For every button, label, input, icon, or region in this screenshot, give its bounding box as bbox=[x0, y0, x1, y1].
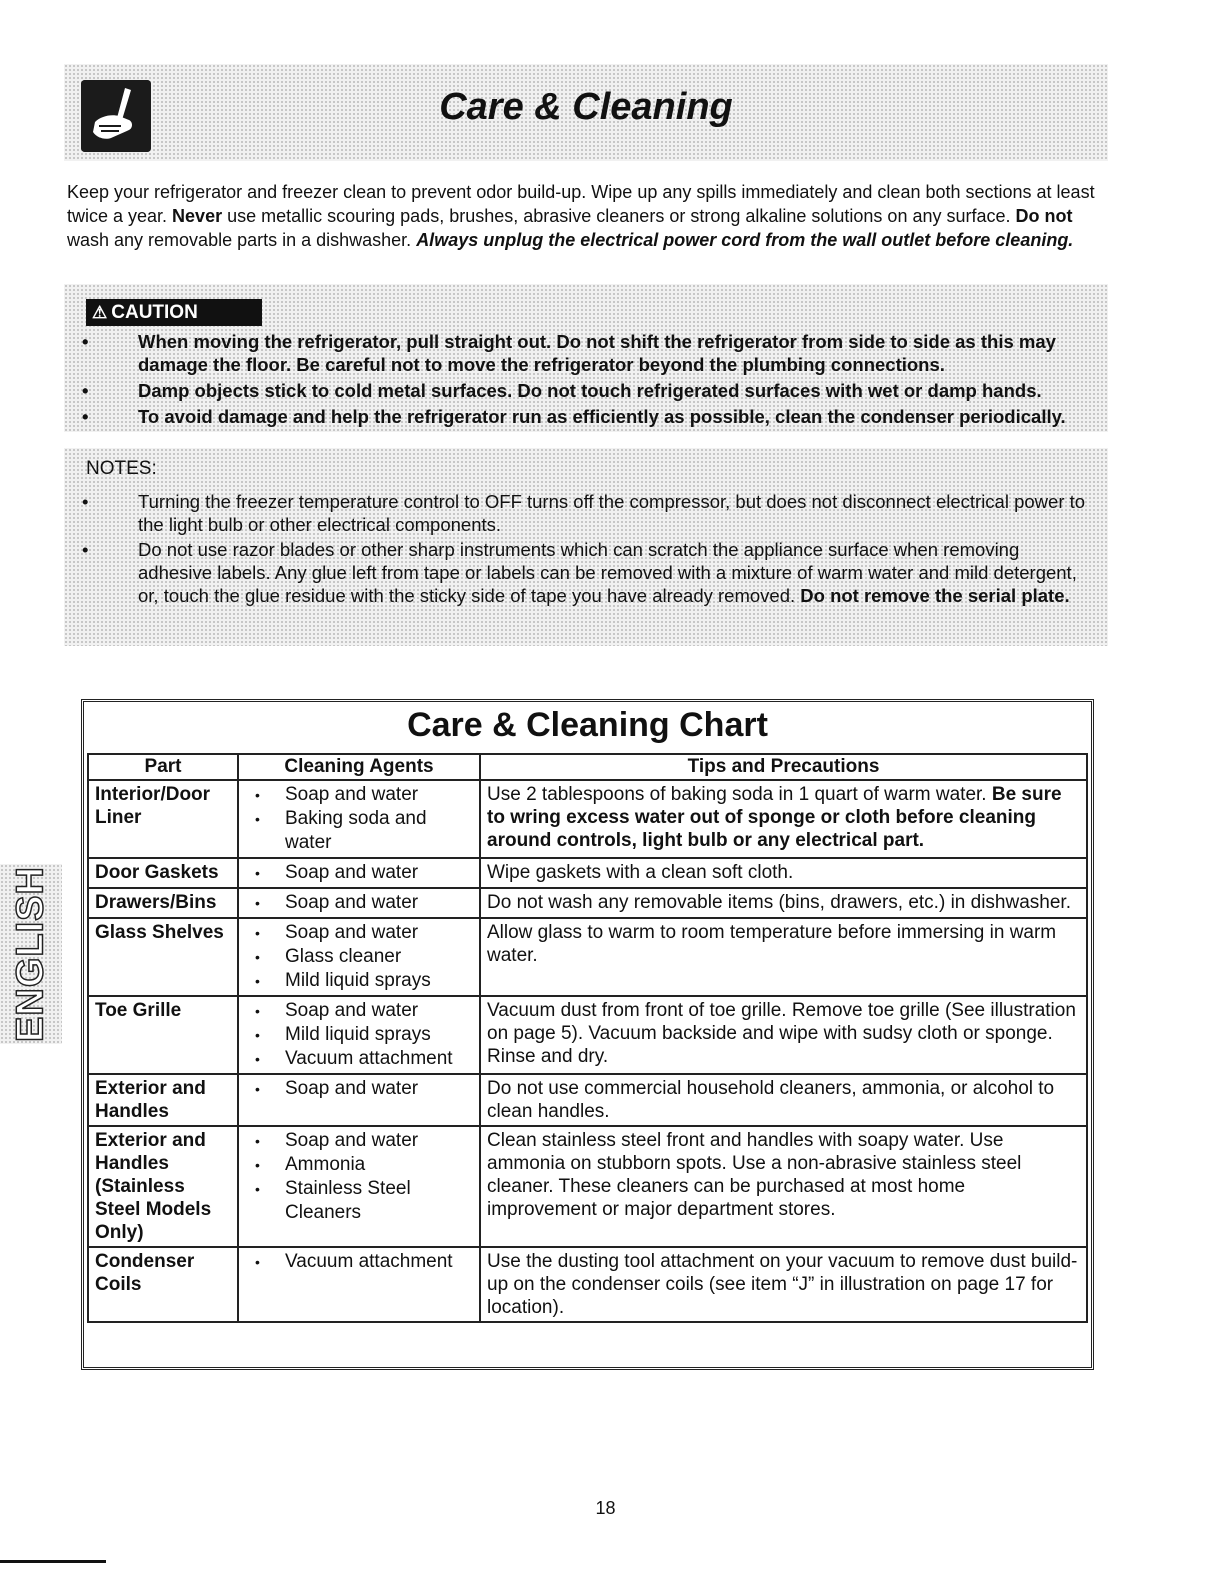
tips-cell: Do not wash any removable items (bins, drawers, etc.) in dishwasher. bbox=[480, 888, 1087, 918]
column-header-tips: Tips and Precautions bbox=[480, 754, 1087, 780]
agent-item: • Soap and water bbox=[245, 999, 473, 1023]
table-row bbox=[88, 996, 1087, 1074]
cleaning-chart-table bbox=[87, 753, 1088, 1323]
agent-item: • Soap and water bbox=[245, 1077, 473, 1101]
tips-cell: Do not use commercial household cleaners, ammonia, or alcohol to clean handles. bbox=[480, 1074, 1087, 1126]
agent-item: • Baking soda and water bbox=[245, 807, 473, 855]
caution-item: • When moving the refrigerator, pull straight out. Do not shift the refrigerator from side to side as this may damage the floor. Be careful not to move the refrigerator beyond the plumbing connections. bbox=[82, 331, 1056, 375]
language-side-tab bbox=[0, 864, 62, 1044]
page-number: 18 bbox=[595, 1498, 616, 1518]
caution-box bbox=[64, 284, 1108, 432]
caution-item: • Damp objects stick to cold metal surfaces. Do not touch refrigerated surfaces with wet or damp hands. bbox=[82, 380, 1042, 401]
table-row bbox=[88, 780, 1087, 858]
part-cell: Interior/Door Liner bbox=[88, 780, 238, 858]
agent-item: • Glass cleaner bbox=[245, 945, 473, 969]
section-header-banner bbox=[64, 64, 1108, 161]
caution-list bbox=[82, 330, 1096, 431]
caution-item: • To avoid damage and help the refrigerator run as efficiently as possible, clean the condenser periodically. bbox=[82, 406, 1066, 427]
note-item: • Do not use razor blades or other sharp instruments which can scratch the appliance surface when removing adhesive labels. Any glue left from tape or labels can be removed with a mixture of warm water and mild detergent, or, touch the glue residue with the sticky side of tape you have already removed. Do not remove the serial plate. bbox=[82, 539, 1077, 606]
column-header-agents: Cleaning Agents bbox=[238, 754, 480, 780]
table-row bbox=[88, 1074, 1087, 1126]
notes-heading: NOTES: bbox=[86, 458, 157, 479]
agents-cell bbox=[238, 1247, 480, 1322]
table-row bbox=[88, 1247, 1087, 1322]
tips-cell: Vacuum dust from front of toe grille. Remove toe grille (See illustration on page 5). Vacuum backside and wipe with sudsy cloth or sponge. Rinse and dry. bbox=[480, 996, 1087, 1074]
notes-list bbox=[82, 490, 1096, 609]
agent-item: • Soap and water bbox=[245, 861, 473, 885]
part-cell: Toe Grille bbox=[88, 996, 238, 1074]
agent-item: • Vacuum attachment bbox=[245, 1250, 473, 1274]
table-row bbox=[88, 1126, 1087, 1247]
footer-rule bbox=[0, 1560, 106, 1563]
agents-cell bbox=[238, 996, 480, 1074]
table-header-row bbox=[88, 754, 1087, 780]
page-title: Care & Cleaning bbox=[439, 86, 733, 128]
agents-cell bbox=[238, 780, 480, 858]
tips-cell: Use the dusting tool attachment on your vacuum to remove dust build-up on the condenser coils (see item “J” in illustration on page 17 for location). bbox=[480, 1247, 1087, 1322]
agent-item: • Soap and water bbox=[245, 921, 473, 945]
tips-cell: Use 2 tablespoons of baking soda in 1 quart of warm water. Be sure to wring excess water out of sponge or cloth before cleaning around controls, light bulb or any electrical part. bbox=[480, 780, 1087, 858]
part-cell: Exterior and Handles (Stainless Steel Models Only) bbox=[88, 1126, 238, 1247]
part-cell: Glass Shelves bbox=[88, 918, 238, 996]
tips-cell: Wipe gaskets with a clean soft cloth. bbox=[480, 858, 1087, 888]
agent-item: • Soap and water bbox=[245, 783, 473, 807]
notes-box bbox=[64, 448, 1108, 646]
agents-cell bbox=[238, 918, 480, 996]
part-cell: Exterior and Handles bbox=[88, 1074, 238, 1126]
agents-cell bbox=[238, 1074, 480, 1126]
agents-cell bbox=[238, 858, 480, 888]
table-row bbox=[88, 918, 1087, 996]
note-item: • Turning the freezer temperature control to OFF turns off the compressor, but does not disconnect electrical power to the light bulb or other electrical components. bbox=[82, 491, 1086, 535]
chart-title: Care & Cleaning Chart bbox=[407, 706, 768, 744]
agent-item: • Stainless Steel Cleaners bbox=[245, 1177, 473, 1225]
warning-icon: ⚠ bbox=[92, 303, 108, 322]
agent-item: • Mild liquid sprays bbox=[245, 969, 473, 993]
table-row bbox=[88, 858, 1087, 888]
tips-cell: Allow glass to warm to room temperature before immersing in warm water. bbox=[480, 918, 1087, 996]
caution-badge: ⚠ CAUTION bbox=[86, 299, 262, 326]
language-label: ENGLISH bbox=[9, 866, 52, 1042]
agent-item: • Mild liquid sprays bbox=[245, 1023, 473, 1047]
agent-item: • Soap and water bbox=[245, 891, 473, 915]
agents-cell bbox=[238, 1126, 480, 1247]
part-cell: Door Gaskets bbox=[88, 858, 238, 888]
agent-item: • Soap and water bbox=[245, 1129, 473, 1153]
agent-item: • Vacuum attachment bbox=[245, 1047, 473, 1071]
part-cell: Condenser Coils bbox=[88, 1247, 238, 1322]
tips-cell: Clean stainless steel front and handles with soapy water. Use ammonia on stubborn spots. Use a non-abrasive stainless steel cleaner. These cleaners can be purchased at most home improvement or major department stores. bbox=[480, 1126, 1087, 1247]
table-row bbox=[88, 888, 1087, 918]
column-header-part: Part bbox=[88, 754, 238, 780]
agents-cell bbox=[238, 888, 480, 918]
agent-item: • Ammonia bbox=[245, 1153, 473, 1177]
part-cell: Drawers/Bins bbox=[88, 888, 238, 918]
intro-paragraph: Keep your refrigerator and freezer clean to prevent odor build-up. Wipe up any spills immediately and clean both sections at least twice a year. Never use metallic scouring pads, brushes, abrasive cleaners or strong alkaline solutions on any surface. Do not wash any removable parts in a dishwasher. Always unplug the electrical power cord from the wall outlet before cleaning. bbox=[67, 182, 1095, 250]
